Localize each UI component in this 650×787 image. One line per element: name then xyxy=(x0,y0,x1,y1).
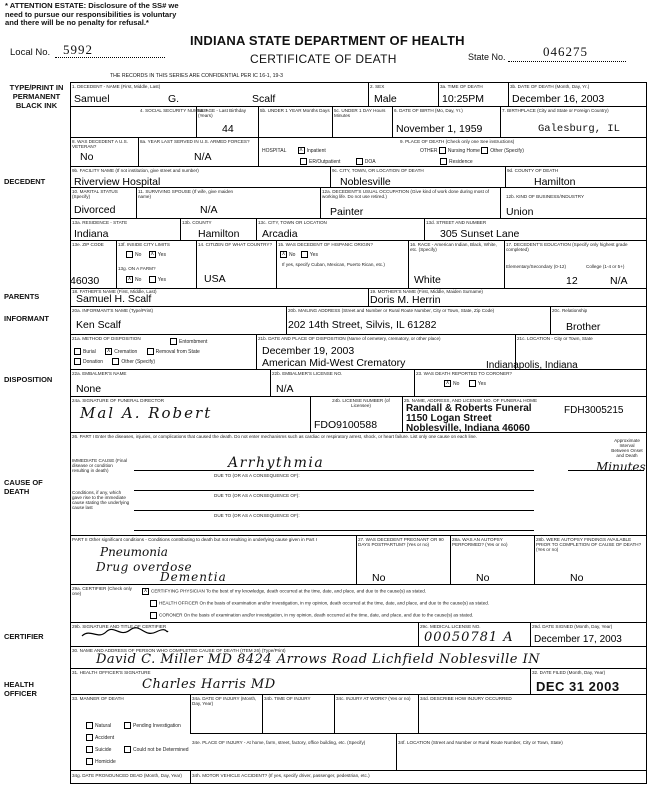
label-autopsy-findings: 28b. WERE AUTOPSY FINDINGS AVAILABLE PRIOR TO COMPLETION OF CAUSE OF DEATH? (Yes or no) xyxy=(536,537,642,552)
age-value: 44 xyxy=(222,123,234,135)
label-education: 17. DECEDENT'S EDUCATION (Specify only highest grade completed) xyxy=(506,242,628,252)
disposition-options-2 xyxy=(74,358,155,365)
label-hispanic-no: No xyxy=(289,251,296,258)
label-er: ER/Outpatient xyxy=(309,158,341,165)
autopsy-findings-value: No xyxy=(570,572,584,584)
label-residence: Residence xyxy=(449,158,473,165)
homicide-checkbox[interactable] xyxy=(86,758,93,765)
label-part-1: 26. PART I Enter the diseases, injuries, or complications that caused the death. Do not enter mechanisms such as cardiac or respiratory arrest, shock, or heart failure. List only one cause on each line. xyxy=(72,434,477,439)
hispanic-yes-checkbox[interactable] xyxy=(301,251,308,258)
section-decedent: DECEDENT xyxy=(4,177,46,186)
label-residence-county: 13b. COUNTY xyxy=(182,220,212,225)
label-college: College (1-4 or 5+) xyxy=(586,264,625,269)
label-donation: Donation xyxy=(83,358,104,365)
residence-option xyxy=(440,158,473,165)
hospital-options xyxy=(262,147,326,154)
decedent-first-name: Samuel xyxy=(74,93,110,105)
donation-checkbox[interactable] xyxy=(74,358,81,365)
label-date-of-birth: 6. DATE OF BIRTH (Mo, Day, Yr.) xyxy=(394,108,463,113)
label-health-officer-sig: 31. HEALTH OFFICER'S SIGNATURE xyxy=(72,670,151,675)
label-certifying-physician: CERTIFYING PHYSICIAN To the best of my knowledge, death occurred at the time, date, and place, and due to the cause(s) as stated. xyxy=(151,588,427,594)
date-filed-stamp: DEC 31 2003 xyxy=(536,679,620,694)
label-funeral-home: 25. NAME, ADDRESS, AND LICENSE NO. OF FUNERAL HOME xyxy=(404,398,538,403)
agency-title: INDIANA STATE DEPARTMENT OF HEALTH xyxy=(190,33,465,48)
entombment-checkbox[interactable] xyxy=(170,338,177,345)
label-residence-state: 13a. RESIDENCE - STATE xyxy=(72,220,128,225)
label-date-signed: 29d. DATE SIGNED (Month, Day, Year) xyxy=(532,624,613,629)
label-date-of-injury: 34a. DATE OF INJURY (Month, Day, Year) xyxy=(192,696,257,706)
college-value: N/A xyxy=(610,275,628,287)
on-farm-options xyxy=(126,276,166,283)
coroner-options xyxy=(444,380,486,387)
label-health-officer-cert: HEALTH OFFICER On the basis of examination and/or investigation, in my opinion, death occurred at the time, date, and place, and due to the cause(s) as stated. xyxy=(159,600,490,606)
disposition-location-value: Indianapolis, Indiana xyxy=(486,360,578,371)
person-completed-value: David C. Miller MD 8424 Arrows Road Lichfield Noblesville IN xyxy=(96,652,541,667)
label-due-to-c: DUE TO (OR AS A CONSEQUENCE OF): xyxy=(214,513,300,518)
decedent-middle-name: G. xyxy=(168,93,180,105)
doa-checkbox[interactable] xyxy=(356,158,363,165)
label-city-limits-no: No xyxy=(135,251,142,258)
label-marital-status: 10. MARITAL STATUS (Specify) xyxy=(72,189,118,199)
health-officer-option xyxy=(150,600,489,607)
label-coroner-yes: Yes xyxy=(477,380,486,387)
label-hispanic: 15. WAS DECEDENT OF HISPANIC ORIGIN? xyxy=(278,242,373,247)
label-pregnant: 27. WAS DECEDENT PREGNANT OR 90 DAYS POSTPARTUM? (Yes or no) xyxy=(358,537,444,547)
local-no-line xyxy=(55,57,165,58)
father-name-value: Samuel H. Scalf xyxy=(76,293,152,305)
label-under-1-day: 5c. UNDER 1 DAY Hours Minutes xyxy=(334,108,386,118)
health-officer-checkbox[interactable] xyxy=(150,600,157,607)
label-embalmer: 22a. EMBALMER'S NAME xyxy=(72,371,127,376)
autopsy-value: No xyxy=(476,572,490,584)
label-method-disposition: 21a. METHOD OF DISPOSITION xyxy=(72,336,141,341)
certifier-signature-scribble xyxy=(80,626,170,640)
funeral-home-city: Noblesville, Indiana 46060 xyxy=(406,423,530,434)
section-type-print: TYPE/PRINT IN PERMANENT BLACK INK xyxy=(9,83,64,110)
label-place-of-death: 9. PLACE OF DEATH (Check only one See instructions) xyxy=(400,139,515,144)
label-on-farm: 13g. ON A FARM? xyxy=(118,266,156,271)
city-limits-options xyxy=(126,251,166,258)
label-medical-license: 29c. MEDICAL LICENSE NO. xyxy=(420,624,481,629)
coroner-yes-checkbox[interactable] xyxy=(469,380,476,387)
label-industry: 12b. KIND OF BUSINESS/INDUSTRY xyxy=(506,194,585,199)
label-zip: 13e. ZIP CODE xyxy=(72,242,104,247)
label-accident: Accident xyxy=(95,735,115,741)
cause-line-d xyxy=(134,530,534,531)
burial-checkbox[interactable] xyxy=(74,348,81,355)
confidential-note: THE RECORDS IN THIS SERIES ARE CONFIDENTIAL PER IC 16-1, 19-3 xyxy=(110,73,283,79)
label-ssn: 4. SOCIAL SECURITY NUMBER xyxy=(140,108,208,113)
coroner-cert-checkbox[interactable] xyxy=(150,612,157,619)
occupation-value: Painter xyxy=(330,206,364,218)
label-person-completed: 30. NAME AND ADDRESS OF PERSON WHO COMPLETED CAUSE OF DEATH (ITEM 26) (Type/Print) xyxy=(72,648,286,653)
medical-license-value: 00050781 A xyxy=(424,630,514,645)
label-city-limits: 13f. INSIDE CITY LIMITS xyxy=(118,242,170,247)
label-other: OTHER xyxy=(420,147,438,154)
label-hispanic-yes: Yes xyxy=(309,251,318,258)
attention-note: * ATTENTION ESTATE: Disclosure of the SS# we need to pursue our responsibilities is voluntary and there will be no penalty for refusal.* xyxy=(5,1,179,28)
label-year-served: 8a. YEAR LAST SERVED IN U.S. ARMED FORCES? xyxy=(140,139,250,144)
section-health-officer: HEALTH OFFICER xyxy=(4,680,37,698)
hispanic-options xyxy=(280,251,318,258)
label-cremation: Cremation xyxy=(114,348,138,355)
label-date-place-disposition: 21b. DATE AND PLACE OF DISPOSITION (Name of cemetery, crematory, or other place) xyxy=(258,336,441,341)
label-embalmer-license: 22b. EMBALMER'S LICENSE NO. xyxy=(272,371,343,376)
disposition-options-0 xyxy=(170,338,207,345)
label-spouse: 11. SURVIVING SPOUSE (If wife, give maiden name) xyxy=(138,189,234,199)
date-of-birth-value: November 1, 1959 xyxy=(396,123,483,135)
funeral-home-license: FDH3005215 xyxy=(564,405,624,416)
label-coroner-cert: CORONER On the basis of examination and/or investigation, in my opinion, death occurred at the time, date, and place, and due to the cause(s) as stated. xyxy=(159,612,474,618)
label-motor-vehicle: 34h. MOTOR VEHICLE ACCIDENT? (If yes, specify driver, passenger, pedestrian, etc.) xyxy=(192,773,370,778)
label-mailing-address: 20b. MAILING ADDRESS (Street and Number or Rural Route Number, City or Town, State, Zip Code) xyxy=(288,308,495,313)
education-value: 12 xyxy=(566,275,578,287)
state-no-line xyxy=(508,61,626,62)
label-father: 18. FATHER'S NAME (First, Middle, Last) xyxy=(72,289,157,294)
undetermined-checkbox[interactable] xyxy=(124,746,131,753)
state-no-label: State No. xyxy=(468,52,506,62)
label-age: 5a. AGE - Last Birthday (Years) xyxy=(198,108,247,118)
label-manner: 33. MANNER OF DEATH xyxy=(72,696,124,701)
document-title: CERTIFICATE OF DEATH xyxy=(250,52,397,66)
label-decedent-name: 1. DECEDENT - NAME (First, Middle, Last) xyxy=(72,84,161,89)
coroner-no-checkbox[interactable]: X xyxy=(445,380,450,386)
mother-name-value: Doris M. Herrin xyxy=(370,294,441,306)
local-no-value: 5992 xyxy=(63,42,93,57)
farm-yes-checkbox[interactable] xyxy=(149,276,156,283)
county-of-death-value: Hamilton xyxy=(534,176,576,188)
label-part-2: PART II Other significant conditions - Conditions contributing to death but not resulting in underlying cause given in Part I xyxy=(72,537,317,542)
inpatient-checkbox[interactable]: X xyxy=(299,147,303,153)
manner-col-1 xyxy=(86,720,116,768)
label-fd-license: 24b. LICENSE NUMBER (of Licensee) xyxy=(332,398,390,408)
label-nursing-home: Nursing Home xyxy=(447,147,480,154)
health-officer-signature: Charles Harris MD xyxy=(142,677,276,692)
label-elementary: Elementary/Secondary (0-12) xyxy=(506,264,567,269)
sex-value: Male xyxy=(374,93,397,105)
other-disposition-checkbox[interactable] xyxy=(112,358,119,365)
farm-no-checkbox[interactable]: X xyxy=(127,276,132,282)
manner-col-2 xyxy=(124,720,189,756)
label-birthplace: 7. BIRTHPLACE (City and State or Foreign Country) xyxy=(502,108,609,113)
birthplace-value: Galesburg, IL xyxy=(538,123,620,135)
citizen-value: USA xyxy=(204,273,226,285)
local-no-label: Local No. xyxy=(10,47,51,58)
natural-checkbox[interactable] xyxy=(86,722,93,729)
zip-value: 46030 xyxy=(70,275,100,287)
label-date-filed: 32. DATE FILED (Month, Day, Year) xyxy=(532,670,606,675)
label-veteran: 8. WAS DECEDENT A U.S. VETERAN? xyxy=(72,139,128,149)
cert-physician-option xyxy=(142,588,426,595)
disposition-place-value: American Mid-West Crematory xyxy=(262,357,406,369)
relationship-value: Brother xyxy=(566,321,601,333)
funeral-director-signature: Mal A. Robert xyxy=(80,404,213,422)
removal-checkbox[interactable] xyxy=(147,348,154,355)
year-served-value: N/A xyxy=(194,151,212,163)
pending-checkbox[interactable] xyxy=(124,722,131,729)
label-undetermined: Could not be Determined xyxy=(133,747,189,753)
label-coroner-no: No xyxy=(453,380,460,387)
part2-condition-2: Drug overdose xyxy=(96,560,193,574)
label-residence-city: 13c. CITY, TOWN OR LOCATION xyxy=(258,220,327,225)
label-injury-at-work: 34c. INJURY AT WORK? (Yes or no) xyxy=(336,696,411,701)
informant-name-value: Ken Scalf xyxy=(76,319,121,331)
race-value: White xyxy=(414,274,441,286)
label-inpatient: Inpatient xyxy=(306,147,326,154)
spouse-value: N/A xyxy=(200,204,218,216)
cause-line-b xyxy=(134,490,534,491)
city-limits-no-checkbox[interactable] xyxy=(126,251,133,258)
nursing-home-checkbox[interactable] xyxy=(439,147,446,154)
label-sex: 2. SEX xyxy=(370,84,385,89)
residence-checkbox[interactable] xyxy=(440,158,447,165)
label-relationship: 20c. Relationship xyxy=(552,308,588,313)
hispanic-no-checkbox[interactable]: X xyxy=(281,251,286,257)
residence-county-value: Hamilton xyxy=(198,228,240,240)
residence-state-value: Indiana xyxy=(74,228,109,240)
label-suicide: Suicide xyxy=(95,747,112,753)
label-conditions: Conditions, if any, which gave rise to the immediate cause stating the underlying cause last xyxy=(72,490,130,510)
accident-checkbox[interactable] xyxy=(86,734,93,741)
section-certifier: CERTIFIER xyxy=(4,632,44,641)
label-hispanic-specify: If yes, specify Cuban, Mexican, Puerto Rican, etc.) xyxy=(282,262,385,267)
interval-lines xyxy=(568,470,644,471)
label-city-limits-yes: Yes xyxy=(157,251,166,258)
section-cause-of-death: CAUSE OF DEATH xyxy=(4,478,43,496)
cremation-checkbox[interactable]: X xyxy=(107,348,111,354)
veteran-value: No xyxy=(80,151,94,163)
label-mother: 19. MOTHER'S NAME (First, Middle, Maiden Surname) xyxy=(370,289,483,294)
city-limits-yes-checkbox[interactable]: X xyxy=(150,251,154,257)
label-due-to-a: DUE TO (OR AS A CONSEQUENCE OF): xyxy=(214,473,300,478)
coroner-option xyxy=(150,612,473,619)
label-doa: DOA xyxy=(364,158,376,165)
er-checkbox[interactable] xyxy=(300,158,307,165)
city-of-death-value: Noblesville xyxy=(340,176,391,188)
label-occupation: 12a. DECEDENT'S USUAL OCCUPATION (Give kind of work done during most of working life. Do not use retired.) xyxy=(322,189,489,199)
label-injury-location: 34f. LOCATION (Street and Number or Rural Route Number, City or Town, State) xyxy=(398,740,563,745)
immediate-cause-value: Arrhythmia xyxy=(228,455,325,471)
label-farm-yes: Yes xyxy=(157,276,166,283)
part2-condition-3: Dementia xyxy=(160,570,227,584)
section-disposition: DISPOSITION xyxy=(4,375,53,384)
industry-value: Union xyxy=(506,206,534,218)
label-autopsy: 28a. WAS AN AUTOPSY PERFORMED? (Yes or no) xyxy=(452,537,508,547)
interval-value: Minutes xyxy=(596,460,646,474)
marital-status-value: Divorced xyxy=(74,204,116,216)
other-place-options xyxy=(420,147,524,154)
label-funeral-director-sig: 24a. SIGNATURE OF FUNERAL DIRECTOR xyxy=(72,398,165,403)
label-informant-name: 20a. INFORMANT'S NAME (Type/Print) xyxy=(72,308,154,313)
label-disposition-location: 21c. LOCATION - City or Town, State xyxy=(517,336,593,341)
time-of-death-value: 10:25PM xyxy=(442,93,485,105)
label-facility: 9b. FACILITY NAME (If not institution, give street and number) xyxy=(72,168,199,173)
embalmer-license-value: N/A xyxy=(276,383,294,395)
label-county-of-death: 9d. COUNTY OF DEATH xyxy=(507,168,559,173)
fd-license-value: FDO9100588 xyxy=(314,419,378,431)
label-other-specify: Other (Specify) xyxy=(490,147,524,154)
label-citizen: 14. CITIZEN OF WHAT COUNTRY? xyxy=(198,242,273,247)
er-doa-options xyxy=(300,158,376,165)
disposition-date-value: December 19, 2003 xyxy=(262,345,355,357)
label-entombment: Entombment xyxy=(179,338,208,345)
label-immediate-cause: IMMEDIATE CAUSE (Final disease or condition resulting in death) xyxy=(72,458,128,473)
label-homicide: Homicide xyxy=(95,759,116,765)
facility-value: Riverview Hospital xyxy=(74,176,161,188)
street-value: 305 Sunset Lane xyxy=(440,228,520,240)
label-time-of-injury: 34b. TIME OF INJURY xyxy=(264,696,311,701)
label-injury-description: 34d. DESCRIBE HOW INJURY OCCURRED xyxy=(420,696,512,701)
label-certifier-type: 29a. CERTIFIER (Check only one) xyxy=(72,586,132,596)
part2-condition-1: Pneumonia xyxy=(100,545,168,559)
residence-city-value: Arcadia xyxy=(262,228,298,240)
decedent-last-name: Scalf xyxy=(252,93,276,105)
label-burial: Burial xyxy=(83,348,96,355)
funeral-home-address: 1150 Logan Street xyxy=(406,413,492,424)
date-signed-value: December 17, 2003 xyxy=(534,634,622,645)
label-date-of-death: 3b. DATE OF DEATH (Month, Day, Yr.) xyxy=(510,84,590,89)
pregnant-value: No xyxy=(372,572,386,584)
label-street: 13d. STREET AND NUMBER xyxy=(426,220,487,225)
label-farm-no: No xyxy=(135,276,142,283)
label-interval: Approximate Interval Between Onset and Death xyxy=(611,438,643,458)
section-informant: INFORMANT xyxy=(4,314,49,323)
label-removal: Removal from State xyxy=(155,348,200,355)
label-place-of-injury: 34e. PLACE OF INJURY - At home, farm, street, factory, office building, etc. (Specify) xyxy=(192,740,366,745)
label-date-pronounced: 34g. DATE PRONOUNCED DEAD (Month, Day, Year) xyxy=(72,773,182,778)
label-natural: Natural xyxy=(95,723,112,729)
label-under-1-year: 5b. UNDER 1 YEAR Months Days xyxy=(260,108,330,113)
label-race: 16. RACE - American Indian, Black, White, etc. (Specify) xyxy=(410,242,497,252)
label-pending: Pending Investigation xyxy=(133,723,181,729)
label-certifier-signature: 29b. SIGNATURE AND TITLE OF CERTIFIER xyxy=(72,624,167,629)
date-of-death-value: December 16, 2003 xyxy=(512,93,605,105)
label-other-disposition: Other (Specify) xyxy=(121,358,156,365)
label-time-of-death: 3a. TIME OF DEATH xyxy=(440,84,483,89)
label-city-of-death: 9c. CITY, TOWN, OR LOCATION OF DEATH xyxy=(332,168,424,173)
label-hospital: HOSPITAL xyxy=(262,147,287,154)
cause-line-c xyxy=(134,510,534,511)
funeral-home-name: Randall & Roberts Funeral xyxy=(406,403,532,414)
mailing-address-value: 202 14th Street, Silvis, IL 61282 xyxy=(288,319,437,331)
suicide-checkbox[interactable] xyxy=(86,746,93,753)
embalmer-value: None xyxy=(76,383,102,395)
state-no-value: 046275 xyxy=(543,44,588,59)
label-coroner-reported: 23. WAS DEATH REPORTED TO CORONER? xyxy=(416,371,512,376)
disposition-options-1 xyxy=(74,348,200,355)
other-place-checkbox[interactable] xyxy=(481,147,488,154)
label-due-to-b: DUE TO (OR AS A CONSEQUENCE OF): xyxy=(214,493,300,498)
certifying-physician-checkbox[interactable]: X xyxy=(143,588,148,594)
cause-line-a xyxy=(134,470,534,471)
section-parents: PARENTS xyxy=(4,292,40,301)
